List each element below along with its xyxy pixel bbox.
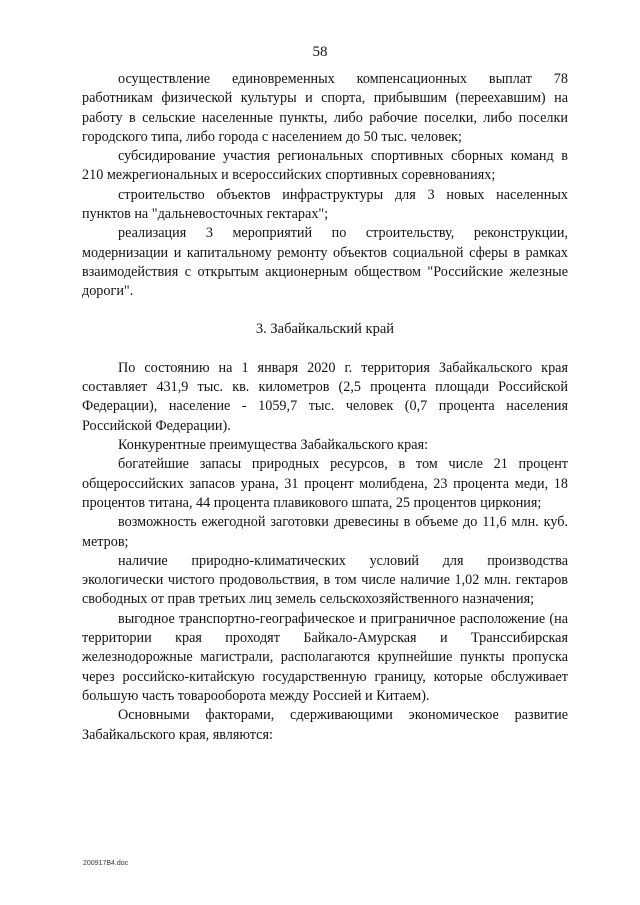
footer-file-code: 200917В4.doc xyxy=(83,860,129,867)
section-heading: 3. Забайкальский край xyxy=(255,320,395,337)
paragraph: осуществление единовременных компенсационных выплат 78 работникам физической культуры и спорта, прибывшим (переехавшим) на работу в сельские населенные пункты, либо рабочие поселки, либо поселки городского типа, либо города с населением до 50 тыс. человек; xyxy=(82,71,568,145)
paragraph: строительство объектов инфраструктуры для 3 новых населенных пунктов на "дальневосточных гектарах"; xyxy=(82,186,568,223)
paragraph: субсидирование участия региональных спортивных сборных команд в 210 межрегиональных и всероссийских спортивных соревнованиях; xyxy=(82,148,568,184)
paragraph: Основными факторами, сдерживающими экономическое развитие Забайкальского края, являются: xyxy=(82,707,568,743)
paragraph: реализация 3 мероприятий по строительству, реконструкции, модернизации и капитальному ремонту объектов социальной сферы в рамках взаимодействия с открытым акционерным обществом "Российские железные дороги". xyxy=(82,225,568,300)
paragraph: Конкурентные преимущества Забайкальского края: xyxy=(118,437,429,454)
paragraph: богатейшие запасы природных ресурсов, в том числе 21 процент общероссийских запасов урана, 31 процент молибдена, 23 процента меди, 18 процентов титана, 44 процента плавикового шпата, 25 процентов циркония; xyxy=(82,456,568,511)
paragraph: По состоянию на 1 января 2020 г. территория Забайкальского края составляет 431,9 тыс. кв. километров (2,5 процента площади Российской Федерации), население - 1059,7 тыс. человек (0,7 процента населения Российской Федерации). xyxy=(82,359,568,434)
document-body xyxy=(82,70,568,745)
paragraph: возможность ежегодной заготовки древесины в объеме до 11,6 млн. куб. метров; xyxy=(82,514,568,550)
page-number: 58 xyxy=(312,44,328,60)
paragraph: наличие природно-климатических условий для производства экологически чистого продовольствия, в том числе наличие 1,02 млн. гектаров свободных от прав третьих лиц земель сельскохозяйственного назначения; xyxy=(82,552,568,608)
paragraph: выгодное транспортно-географическое и приграничное расположение (на территории края проходят Байкало-Амурская и Транссибирская железнодорожные магистрали, располагаются крупнейшие пункты пропуска через российско-китайскую государственную границу, которые обслуживает большую часть товарооборота между Россией и Китаем). xyxy=(82,610,568,704)
